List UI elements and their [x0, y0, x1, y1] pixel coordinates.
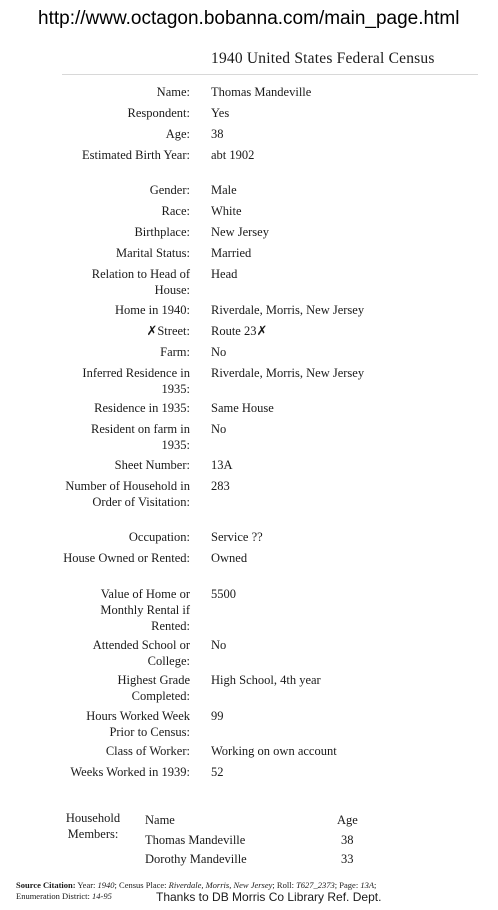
source-page: 13A — [360, 880, 375, 890]
field-value: No — [211, 345, 227, 359]
street-label-text: Street: — [157, 324, 190, 338]
field-label: Occupation: — [128, 530, 190, 544]
field-label: Resident on farm in 1935: — [91, 422, 190, 452]
field-label: Race: — [161, 204, 190, 218]
household-member-age: 38 — [341, 833, 354, 847]
field-label: Value of Home or Monthly Rental if Rented: — [100, 587, 190, 633]
source-roll: T627_2373 — [296, 880, 335, 890]
field-value: Service ?? — [211, 530, 263, 544]
field-label: Name: — [156, 85, 190, 99]
field-value: 5500 — [211, 587, 236, 601]
source-place: Riverdale, Morris, New Jersey — [168, 880, 273, 890]
household-members-label: Household Members: — [65, 811, 121, 841]
field-value: New Jersey — [211, 225, 269, 239]
source-page-label: Page: — [339, 880, 359, 890]
field-value: Thomas Mandeville — [211, 85, 312, 99]
field-label: Birthplace: — [134, 225, 190, 239]
field-label: Estimated Birth Year: — [82, 148, 190, 162]
household-name-header: Name — [145, 813, 175, 827]
field-value: 99 — [211, 709, 224, 723]
field-value: Married — [211, 246, 252, 260]
field-value: Male — [211, 183, 237, 197]
field-label: Weeks Worked in 1939: — [70, 765, 190, 779]
source-roll-label: Roll: — [276, 880, 294, 890]
field-value: Riverdale, Morris, New Jersey — [211, 366, 365, 380]
field-label: Attended School or College: — [92, 638, 190, 668]
field-value: High School, 4th year — [211, 673, 321, 687]
field-value: Working on own account — [211, 744, 337, 758]
household-member-name: Dorothy Mandeville — [145, 852, 247, 866]
field-label: Home in 1940: — [115, 303, 190, 317]
field-label: Residence in 1935: — [94, 401, 190, 415]
field-label: House Owned or Rented: — [63, 551, 190, 565]
field-label: Hours Worked Week Prior to Census: — [86, 709, 190, 739]
field-value: Same House — [211, 401, 274, 415]
field-value: Head — [211, 267, 238, 281]
household-age-header: Age — [337, 813, 358, 827]
source-citation: Source Citation: Year: 1940; Census Place: Riverdale, Morris, New Jersey; Roll: T627_2373; Page: 13A; Enumeration District: 14-95 — [16, 880, 377, 901]
field-label: Inferred Residence in 1935: — [82, 366, 190, 396]
street-value-text: Route 23 — [211, 324, 257, 338]
field-label: Respondent: — [127, 106, 190, 120]
field-label: Highest Grade Completed: — [117, 673, 190, 703]
field-value: abt 1902 — [211, 148, 255, 162]
source-citation-label: Source Citation: — [16, 880, 76, 890]
field-label: Gender: — [149, 183, 190, 197]
source-district: 14-95 — [92, 891, 112, 901]
thanks-note: Thanks to DB Morris Co Library Ref. Dept. — [156, 890, 382, 904]
household-member-age: 33 — [341, 852, 354, 866]
source-year: 1940 — [97, 880, 115, 890]
field-value: No — [211, 422, 227, 436]
field-value: Riverdale, Morris, New Jersey — [211, 303, 365, 317]
document-title: 1940 United States Federal Census — [211, 50, 435, 67]
field-label: Number of Household in Order of Visitation: — [65, 479, 190, 509]
household-member-name: Thomas Mandeville — [145, 833, 246, 847]
handwritten-x-mark: ✗ — [256, 323, 268, 338]
field-value: 283 — [211, 479, 230, 493]
field-value: No — [211, 638, 227, 652]
field-label — [60, 323, 190, 339]
field-value: White — [211, 204, 242, 218]
field-label: Age: — [165, 127, 190, 141]
source-place-label: Census Place: — [119, 880, 167, 890]
field-value: 52 — [211, 765, 224, 779]
field-label: Marital Status: — [116, 246, 190, 260]
source-district-label: Enumeration District: — [16, 891, 90, 901]
title-divider — [62, 74, 478, 75]
field-label: Class of Worker: — [105, 744, 190, 758]
source-url: http://www.octagon.bobanna.com/main_page.html — [38, 8, 460, 29]
field-label: Farm: — [160, 345, 190, 359]
field-value: 38 — [211, 127, 224, 141]
field-label: Relation to Head of House: — [91, 267, 190, 297]
field-value — [211, 323, 481, 339]
field-value: 13A — [211, 458, 233, 472]
handwritten-x-mark: ✗ — [146, 323, 158, 338]
field-value: Yes — [211, 106, 230, 120]
source-year-label: Year: — [77, 880, 96, 890]
field-label: Sheet Number: — [114, 458, 190, 472]
field-value: Owned — [211, 551, 248, 565]
